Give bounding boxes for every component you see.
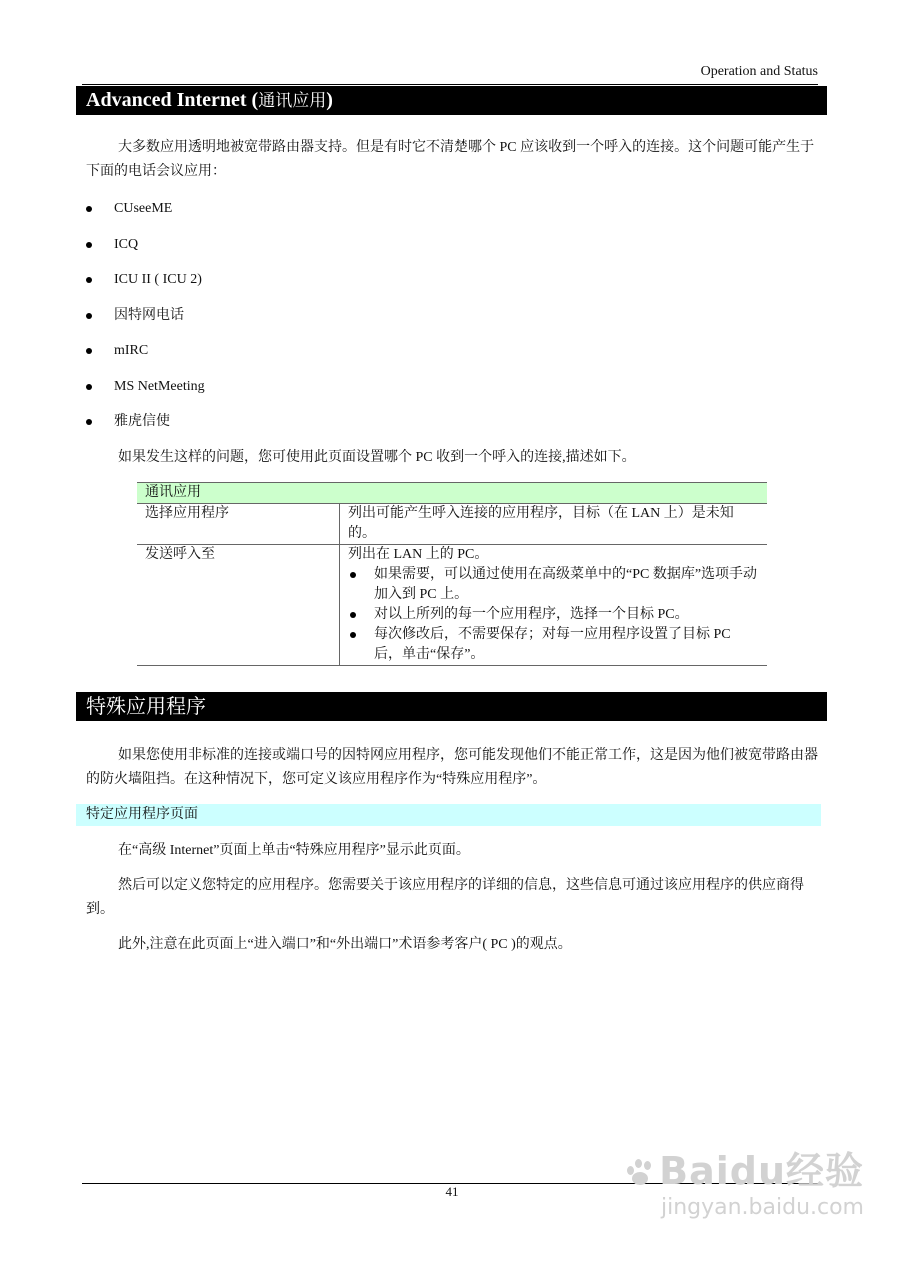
special-apps-paragraph-3: 此外,注意在此页面上“进入端口”和“外出端口”术语参考客户( PC )的观点。	[118, 937, 572, 952]
paw-icon	[625, 1158, 655, 1186]
bullet-icon	[350, 612, 356, 618]
list-item: CUseeME	[86, 196, 205, 232]
bullet-icon	[86, 384, 92, 390]
application-list	[86, 196, 205, 445]
bullet-icon	[350, 632, 356, 638]
list-item: MS NetMeeting	[86, 374, 205, 410]
table-cell-desc	[340, 545, 768, 666]
bullet-icon	[86, 419, 92, 425]
special-apps-paragraph-1: 在“高级 Internet”页面上单击“特殊应用程序”显示此页面。	[118, 843, 470, 858]
list-item: 因特网电话	[86, 303, 205, 339]
table-cell-desc-text: 列出在 LAN 上的 PC。	[348, 547, 489, 562]
table-header-row	[137, 483, 767, 504]
section-title-en: Advanced Internet	[86, 89, 247, 111]
bullet-icon	[350, 572, 356, 578]
subsection-title: 特定应用程序页面	[76, 804, 821, 826]
table-cell-desc: 列出可能产生呼入连接的应用程序，目标（在 LAN 上）是未知的。	[340, 504, 768, 545]
list-item: ICU II ( ICU 2)	[86, 267, 205, 303]
bullet-icon	[86, 242, 92, 248]
baidu-logo-text: Baidu经验	[659, 1149, 864, 1193]
running-header: Operation and Status	[700, 64, 818, 79]
table-bullet-item: 对以上所列的每一个应用程序，选择一个目标 PC。	[348, 605, 759, 625]
section-title-special-applications: 特殊应用程序	[76, 692, 827, 721]
table-header-cell: 通讯应用	[137, 483, 767, 504]
baidu-logo	[625, 1140, 864, 1195]
table-cell-label: 选择应用程序	[137, 504, 340, 545]
page-number: 41	[445, 1184, 459, 1199]
after-list-paragraph: 如果发生这样的问题，您可使用此页面设置哪个 PC 收到一个呼入的连接,描述如下。	[118, 450, 636, 465]
bullet-icon	[86, 206, 92, 212]
list-item: mIRC	[86, 338, 205, 374]
intro-paragraph: 大多数应用透明地被宽带路由器支持。但是有时它不清楚哪个 PC 应该收到一个呼入的连接。这个问题可能产生于下面的电话会议应用：	[86, 140, 815, 179]
header-rule	[82, 84, 818, 85]
table-bullet-item: 每次修改后，不需要保存；对每一应用程序设置了目标 PC 后，单击“保存”。	[348, 625, 759, 665]
special-apps-intro: 如果您使用非标准的连接或端口号的因特网应用程序，您可能发现他们不能正常工作，这是因为他们被宽带路由器的防火墙阻挡。在这种情况下，您可定义该应用程序作为“特殊应用程序”。	[86, 748, 818, 787]
table-bullet-item: 如果需要，可以通过使用在高级菜单中的“PC 数据库”选项手动加入到 PC 上。	[348, 565, 759, 605]
section-title-cn: 通讯应用	[258, 91, 327, 111]
special-apps-paragraph-2: 然后可以定义您特定的应用程序。您需要关于该应用程序的详细的信息，这些信息可通过该应用程序的供应商得到。	[86, 878, 804, 917]
communication-apps-table	[137, 482, 767, 666]
list-item: 雅虎信使	[86, 409, 205, 445]
bullet-icon	[86, 313, 92, 319]
table-row	[137, 504, 767, 545]
bullet-icon	[86, 348, 92, 354]
table-row	[137, 545, 767, 666]
bullet-icon	[86, 277, 92, 283]
section-title-close-paren: )	[326, 89, 333, 111]
section-title-advanced-internet	[76, 86, 827, 115]
section-title-open-paren: (	[251, 89, 259, 111]
list-item: ICQ	[86, 232, 205, 268]
baidu-watermark	[625, 1140, 864, 1220]
table-cell-label: 发送呼入至	[137, 545, 340, 666]
watermark-url: jingyan.baidu.com	[660, 1195, 864, 1220]
